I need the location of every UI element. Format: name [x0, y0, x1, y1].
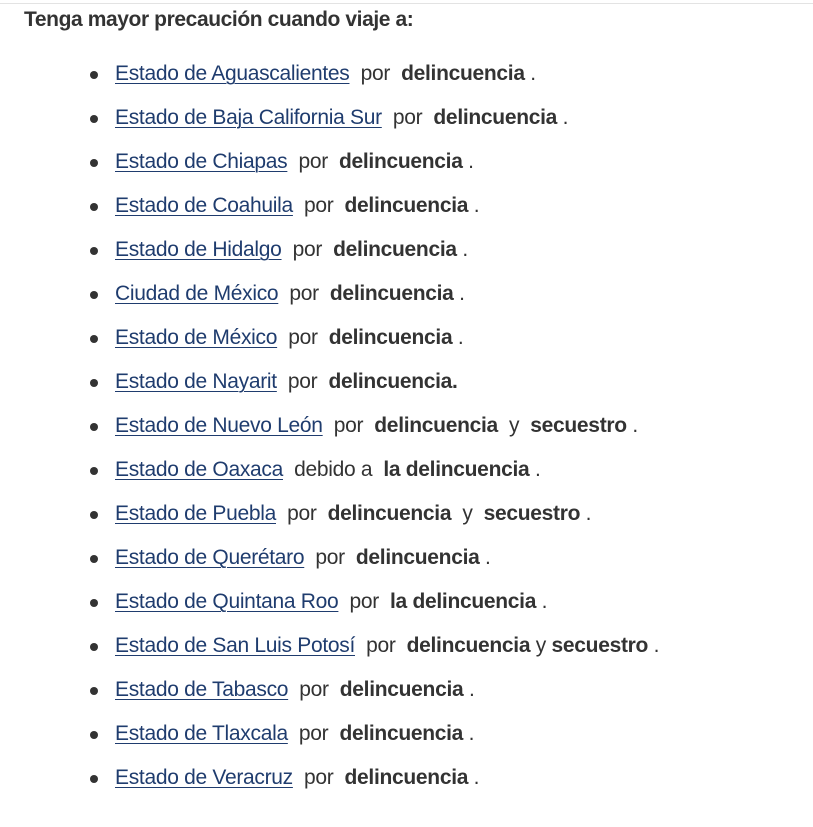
reason-text: delincuencia: [329, 282, 454, 305]
end-punctuation: .: [534, 458, 541, 481]
end-punctuation: .: [468, 722, 475, 745]
list-item: [88, 316, 659, 360]
connector-text: por: [315, 546, 345, 569]
place-link[interactable]: Estado de Querétaro: [115, 546, 305, 569]
connector-text: por: [333, 414, 364, 437]
reason-text-secondary: secuestro: [483, 502, 581, 525]
reason-text: delincuencia: [344, 766, 469, 789]
connector-text: por: [303, 766, 334, 789]
end-punctuation: .: [632, 414, 638, 437]
bullet-icon: [90, 115, 98, 123]
reason-text: delincuencia: [339, 678, 464, 701]
bullet-icon: [90, 643, 98, 651]
end-punctuation: .: [457, 326, 464, 349]
connector-text: debido a: [294, 458, 373, 481]
list-item: [88, 492, 659, 536]
place-link[interactable]: Estado de Puebla: [115, 502, 276, 525]
end-punctuation: .: [585, 502, 592, 525]
reason-text: delincuencia: [333, 238, 457, 261]
connector-text: por: [287, 502, 317, 525]
bullet-icon: [90, 159, 98, 167]
connector-text: por: [349, 590, 379, 613]
list-item: [88, 448, 659, 492]
place-link[interactable]: Estado de Tlaxcala: [115, 722, 288, 745]
bullet-icon: [90, 423, 98, 431]
bullet-icon: [90, 555, 98, 563]
connector-text: por: [392, 106, 423, 129]
place-link[interactable]: Estado de México: [115, 326, 278, 349]
end-punctuation: .: [473, 766, 480, 789]
conjunction-text: y: [462, 502, 473, 525]
end-punctuation: .: [530, 62, 536, 85]
reason-text: delincuencia: [339, 722, 464, 745]
connector-text: por: [289, 282, 319, 305]
reason-text: delincuencia: [406, 634, 531, 657]
bullet-icon: [90, 203, 98, 211]
reason-text: delincuencia: [344, 194, 469, 217]
top-divider: [0, 3, 813, 4]
list-item: [88, 140, 659, 184]
place-link[interactable]: Estado de Chiapas: [115, 150, 288, 173]
list-item: [88, 580, 659, 624]
end-punctuation: .: [541, 590, 548, 613]
reason-text: delincuencia: [401, 62, 525, 85]
advisory-list: [88, 52, 659, 800]
connector-text: por: [303, 194, 334, 217]
place-link[interactable]: Estado de Coahuila: [115, 194, 293, 217]
end-punctuation: .: [468, 150, 474, 173]
connector-text: por: [299, 678, 329, 701]
end-punctuation: .: [562, 106, 569, 129]
connector-text: por: [287, 370, 318, 393]
end-punctuation: .: [473, 194, 480, 217]
list-item: [88, 52, 659, 96]
bullet-icon: [90, 467, 98, 475]
bullet-icon: [90, 379, 98, 387]
place-link[interactable]: Estado de Tabasco: [115, 678, 289, 701]
bullet-icon: [90, 775, 98, 783]
end-punctuation: .: [653, 634, 660, 657]
page-heading: Tenga mayor precaución cuando viaje a:: [24, 8, 414, 31]
end-punctuation: .: [485, 546, 491, 569]
bullet-icon: [90, 71, 98, 79]
reason-text-secondary: secuestro: [530, 414, 627, 437]
list-item: [88, 272, 659, 316]
list-item: [88, 536, 659, 580]
connector-text: por: [292, 238, 323, 261]
reason-text: delincuencia: [328, 326, 453, 349]
reason-text: delincuencia: [433, 106, 558, 129]
place-link[interactable]: Estado de Quintana Roo: [115, 590, 339, 613]
reason-text: delincuencia.: [328, 370, 458, 393]
bullet-icon: [90, 247, 98, 255]
bullet-icon: [90, 291, 98, 299]
list-item: [88, 96, 659, 140]
bullet-icon: [90, 731, 98, 739]
bullet-icon: [90, 599, 98, 607]
list-item: [88, 228, 659, 272]
list-item: [88, 184, 659, 228]
place-link[interactable]: Estado de Nayarit: [115, 370, 277, 393]
bullet-icon: [90, 687, 98, 695]
list-item: [88, 624, 659, 668]
connector-text: por: [298, 150, 328, 173]
reason-text: delincuencia: [355, 546, 480, 569]
place-link[interactable]: Estado de Aguascalientes: [115, 62, 350, 85]
list-item: [88, 712, 659, 756]
connector-text: por: [360, 62, 391, 85]
end-punctuation: .: [462, 238, 468, 261]
connector-text: por: [366, 634, 396, 657]
list-item: [88, 756, 659, 800]
reason-text-secondary: secuestro: [551, 634, 649, 657]
reason-text: delincuencia: [374, 414, 498, 437]
reason-text: delincuencia: [327, 502, 452, 525]
end-punctuation: .: [459, 282, 465, 305]
conjunction-text: y: [535, 634, 546, 657]
bullet-icon: [90, 335, 98, 343]
place-link[interactable]: Estado de Veracruz: [115, 766, 293, 789]
list-item: [88, 668, 659, 712]
reason-text: la delincuencia: [390, 590, 537, 613]
place-link[interactable]: Estado de Hidalgo: [115, 238, 282, 261]
place-link[interactable]: Estado de Oaxaca: [115, 458, 283, 481]
place-link[interactable]: Estado de Nuevo León: [115, 414, 323, 437]
end-punctuation: .: [468, 678, 475, 701]
bullet-icon: [90, 511, 98, 519]
reason-text: delincuencia: [338, 150, 463, 173]
place-link[interactable]: Estado de Baja California Sur: [115, 106, 382, 129]
conjunction-text: y: [508, 414, 520, 437]
place-link[interactable]: Estado de San Luis Potosí: [115, 634, 355, 657]
connector-text: por: [298, 722, 329, 745]
list-item: [88, 360, 659, 404]
connector-text: por: [288, 326, 318, 349]
list-item: [88, 404, 659, 448]
reason-text: la delincuencia: [383, 458, 530, 481]
place-link[interactable]: Ciudad de México: [115, 282, 279, 305]
